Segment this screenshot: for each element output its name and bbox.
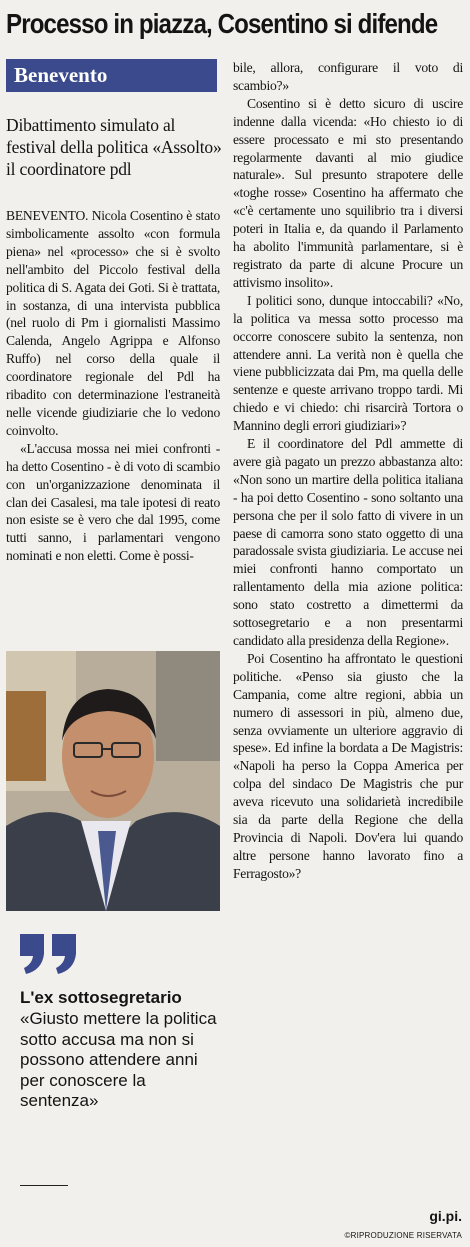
article-paragraph: Poi Cosentino ha affrontato le questioni politiche. «Penso sia giusto che la Campania, come altre regioni, abbia un numero di assessori in più, almeno due, senza ovviamente un ulteriore aggravio di spese». Ed infine la bordata a De Magistris: «Napoli ha perso la Coppa America per colpa del sindaco De Magistris che pur aveva ricevuto una solidarietà incredibile sia da parte della Regione che della Provincia di Napoli. Dov'era lui quando altre persone hanno lavorato fino a Ferragosto»? <box>233 650 463 881</box>
article-paragraph: I politici sono, dunque intoccabili? «No, la politica va messa sotto processo ma occorre conoscere subito la sentenza, non attendere anni. La verità non è quella che viene pubblicizzata dai Pm, ma quella delle sentenze e queste arrivano troppo tardi. Mi chiedo e vi chiedo: chi risarcirà Tortora o Mannino degli errori giudiziari»? <box>233 292 463 434</box>
article-paragraph <box>6 207 220 440</box>
portrait-illustration <box>6 651 220 911</box>
article-paragraph: E il coordinatore del Pdl ammette di avere già pagato un prezzo abbastanza alto: «Non sono un martire della politica italiana - ha poi detto Cosentino - sono soltanto una persona che per il solo fatto di vivere in un paese di camorra sono stato oggetto di una paradossale svista giudiziaria. Le accuse nei miei confronti hanno comportato un rallentamento della mia azione politica: sono stato costretto a dimettermi da sottosegretario e a non presentarmi candidato alla presidenza della Regione». <box>233 436 463 648</box>
paragraph-text: Nicola Cosentino è stato simbolicamente assolto «con formula piena» nel «processo» che si è svolto nell'ambito del Piccolo festival della politica di S. Agata dei Goti. Si è trattata, in sostanza, di una intervista pubblica (nel ruolo di Pm i giornalisti Massimo Calenda, Angelo Agrippa e Alfonso Ruffo) nel corso della quale il coordinatore regionale del Pdl ha ribadito con determinazione l'estraneità nelle vicende giudiziarie che lo vedono coinvolto. <box>6 208 220 438</box>
article-paragraph: Cosentino si è detto sicuro di uscire indenne dalla vicenda: «Ho chiesto io di essere processato e mi sto presentando regolarmente davanti al mio giudice naturale». Sul presunto strapotere delle «toghe rosse» Cosentino ha affermato che «c'è certamente uno squilibrio tra i diversi poteri in Italia e, da quando il Parlamento ha abolito l'immunità parlamentare, si è registrato da parte di alcune Procure un attivismo insolito». <box>233 95 463 290</box>
article-column-right <box>233 59 463 883</box>
subheadline: Dibattimento simulato al festival della politica «Assolto» il coordinatore pdl <box>6 115 222 179</box>
section-band: Benevento <box>6 59 217 92</box>
copyright-notice: © RIPRODUZIONE RISERVATA <box>345 1231 463 1240</box>
pullquote-body: «Giusto mettere la politica sotto accusa ma non si possono attendere anni per conoscere la sentenza» <box>20 1009 217 1111</box>
author-signature: gi.pi. <box>429 1208 462 1224</box>
article-paragraph: «L'accusa mossa nei miei confronti - ha detto Cosentino - è di voto di scambio con un'organizzazione denominata il clan dei Casalesi, ma tale ipotesi di reato non esiste se è vero che dal 1995, come tutti sanno, i parlamentari vengono nominati e non eletti. Come è possi- <box>6 440 220 564</box>
pullquote-divider <box>20 1185 68 1186</box>
cosentino-photo <box>6 651 220 911</box>
headline: Processo in piazza, Cosentino si difende <box>6 8 438 39</box>
pullquote-title: L'ex sottosegretario <box>20 988 182 1007</box>
double-quote-icon <box>18 932 80 976</box>
article-paragraph: bile, allora, configurare il voto di scambio?» <box>233 60 463 93</box>
dateline: BENEVENTO. <box>6 208 89 223</box>
article-column-left <box>6 207 220 565</box>
